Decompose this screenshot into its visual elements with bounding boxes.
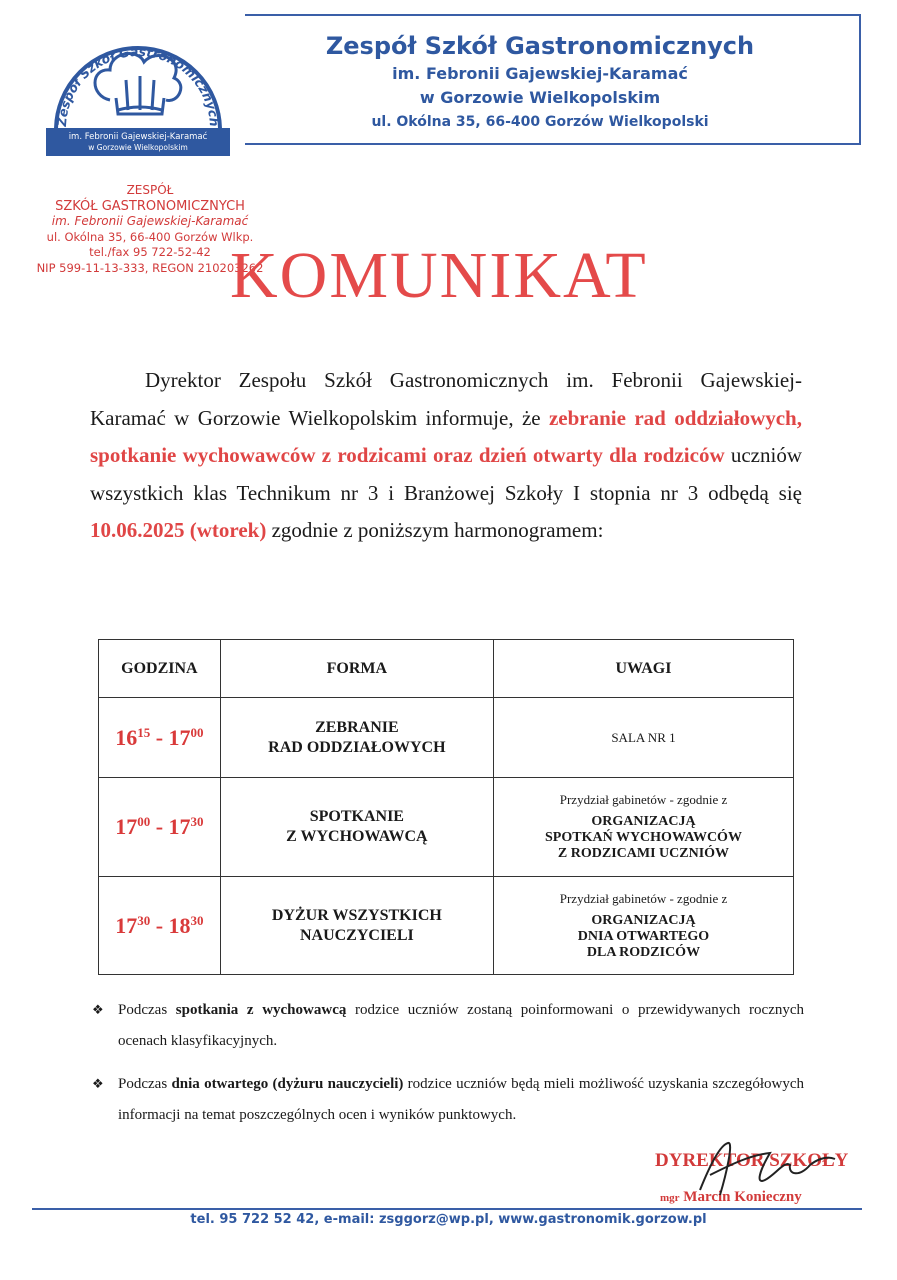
time-cell: $17^{30} - 18^{30}$	[99, 877, 221, 975]
header-frame-right	[859, 14, 861, 144]
logo-band-line2: w Gorzowie Wielkopolskim	[88, 143, 188, 152]
diamond-bullet-icon: ❖	[92, 1003, 104, 1018]
time-cell: $16^{15} - 17^{00}$	[99, 698, 221, 778]
uwagi-cell: SALA NR 1	[493, 698, 793, 778]
stamp-line5: tel./fax 95 722-52-42	[89, 245, 211, 259]
signature-name: mgr Marcin Konieczny	[660, 1189, 802, 1205]
header-forma: FORMA	[220, 640, 493, 698]
intro-part1: Dyrektor Zespołu Szkół Gastronomicznych im. Febronii Gajewskiej-Karamać w Gorzowie Wielkopolskim informuje, że	[90, 368, 802, 430]
uwagi-cell: Przydział gabinetów - zgodnie z ORGANIZACJĄ DNIA OTWARTEGO DLA RODZICÓW	[493, 877, 793, 975]
school-name: Zespół Szkół Gastronomicznych	[325, 32, 755, 60]
forma-cell: DYŻUR WSZYSTKICH NAUCZYCIELI	[220, 877, 493, 975]
signature-title: DYREKTOR SZKOŁY	[655, 1150, 849, 1171]
school-logo	[38, 18, 238, 158]
table-row	[99, 877, 794, 975]
stamp-line2: SZKÓŁ GASTRONOMICZNYCH	[55, 198, 245, 214]
table-row	[99, 698, 794, 778]
intro-part3: zgodnie z poniższym harmonogramem:	[266, 518, 604, 542]
uwagi-cell: Przydział gabinetów - zgodnie z ORGANIZACJĄ SPOTKAŃ WYCHOWAWCÓW Z RODZICAMI UCZNIÓW	[493, 778, 793, 877]
time-cell: $17^{00} - 17^{30}$	[99, 778, 221, 877]
forma-cell: SPOTKANIE Z WYCHOWAWCĄ	[220, 778, 493, 877]
logo-band-line1: im. Febronii Gajewskiej-Karamać	[68, 132, 208, 142]
header-uwagi: UWAGI	[493, 640, 793, 698]
footer-contact: tel. 95 722 52 42, e-mail: zsggorz@wp.pl, www.gastronomik.gorzow.pl	[190, 1212, 707, 1227]
diamond-bullet-icon: ❖	[92, 1077, 104, 1092]
header-frame-top	[245, 14, 860, 16]
school-address: ul. Okólna 35, 66-400 Gorzów Wielkopolski	[371, 114, 709, 130]
handwritten-signature	[650, 1135, 860, 1215]
intro-highlight-events: zebranie rad oddziałowych, spotkanie wychowawców z rodzicami oraz dzień otwarty dla rodziców	[90, 405, 802, 467]
intro-part2: uczniów wszystkich klas Technikum nr 3 i Branżowej Szkoły I stopnia nr 3 odbędą się	[90, 443, 802, 505]
header-frame-bottom	[245, 143, 861, 145]
letterhead	[290, 30, 790, 134]
intro-date: 10.06.2025 (wtorek)	[90, 518, 267, 542]
list-item: ❖ Podczas spotkania z wychowawcą rodzice uczniów zostaną poinformowani o przewidywanych rocznych ocenach klasyfikacyjnych.	[92, 995, 804, 1057]
table-header-row	[99, 640, 794, 698]
stamp-line6: NIP 599-11-13-333, REGON 210203262	[36, 260, 264, 275]
school-patron: im. Febronii Gajewskiej-Karamać	[392, 64, 688, 83]
stamp-line1: ZESPÓŁ	[126, 183, 174, 197]
footer-divider	[32, 1208, 862, 1210]
forma-cell: ZEBRANIE RAD ODDZIAŁOWYCH	[220, 698, 493, 778]
table-row	[99, 778, 794, 877]
schedule-table	[98, 639, 794, 975]
stamp-line4: ul. Okólna 35, 66-400 Gorzów Wlkp.	[46, 229, 254, 244]
logo-arc-text: Zespół Szkół Gastronomicznych	[53, 43, 223, 128]
list-item: ❖ Podczas dnia otwartego (dyżuru nauczycieli) rodzice uczniów będą mieli możliwość uzyskania szczegółowych informacji na temat poszczególnych ocen i wyników punktowych.	[92, 1069, 804, 1131]
stamp-line3: im. Febronii Gajewskiej-Karamać	[51, 214, 249, 228]
document-title: KOMUNIKAT	[230, 239, 648, 312]
school-city: w Gorzowie Wielkopolskim	[419, 88, 661, 107]
intro-paragraph	[90, 362, 802, 550]
notes-list	[92, 995, 804, 1143]
header-godzina: GODZINA	[99, 640, 221, 698]
